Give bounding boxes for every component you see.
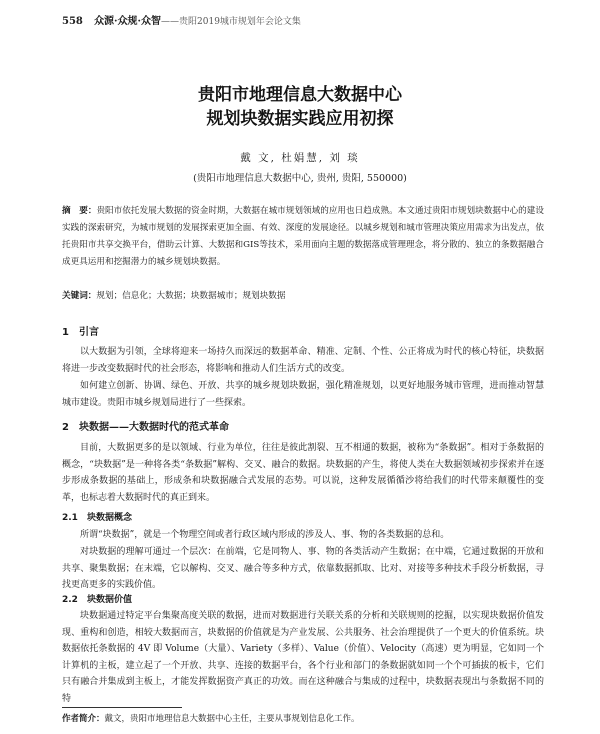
footnote-text: 戴文，贵阳市地理信息大数据中心主任，主要从事规划信息化工作。 bbox=[104, 714, 360, 724]
affiliation: (贵阳市地理信息大数据中心, 贵州, 贵阳, 550000) bbox=[193, 173, 407, 184]
section-2-1-paragraph-1: 所谓“块数据”，就是一个物理空间或者行政区域内形成的涉及人、事、物的各类数据的总和。 bbox=[80, 530, 450, 540]
section-1-paragraph-1: 以大数据为引领，全球将迎来一场持久而深远的数据革命、精准、定制、个性、公正将成为时代的核心特征，块数据将进一步改变数据时代的社会形态，将影响和推动人们生活方式的改变。 bbox=[62, 347, 544, 374]
page-number: 558 bbox=[62, 16, 83, 27]
section-2-1-heading: 2.1 块数据概念 bbox=[62, 513, 132, 523]
section-2-2-paragraph-1: 块数据通过特定平台集聚高度关联的数据，进而对数据进行关联关系的分析和关联规则的挖掘，以实现块数据价值发现、重构和创造，相较大数据而言，块数据的价值就是为产业发展、公共服务、社会治理提供了一个更大的价值系统。块数据依托条数据的 4V 即 Volume（大量）、Variety（多样）、Value（价值）、Velocity（高速）更为明显，它如同一个计算机的主板，建立起了一个开放、共享、连接的数据平台，各个行业和部门的条数据就如同一个个可插拔的板卡，它们只有融合并集成到主板上，才能发挥数据资产真正的功效。而在这种融合与集成的过程中，块数据表现出与条数据不同的特 bbox=[62, 611, 544, 704]
authors: 戴 文, 杜娟慧, 刘 琰 bbox=[240, 152, 360, 164]
keywords-text: 规划；信息化；大数据；块数据城市；规划块数据 bbox=[96, 291, 286, 301]
title-line-2: 规划块数据实践应用初探 bbox=[206, 109, 394, 129]
footnote-label: 作者简介： bbox=[62, 714, 105, 724]
abstract bbox=[62, 203, 544, 271]
section-1-paragraph-2: 如何建立创新、协调、绿色、开放、共享的城乡规划块数据，强化精准规划，以更好地服务城市管理，进而推动智慧城市建设。贵阳市城乡规划局进行了一些探索。 bbox=[62, 381, 544, 408]
running-head bbox=[62, 12, 301, 27]
keywords-label: 关键词： bbox=[62, 291, 97, 301]
section-2-2-heading: 2.2 块数据价值 bbox=[62, 595, 132, 605]
abstract-text: 贵阳市依托发展大数据的资金时期，大数据在城市规划领域的应用也日趋成熟。本文通过贵阳市规划块数据中心的建设实践的深索研究，为城市规划的发展探索更加全面、有效、深度的发展途径。以城乡规划和城市管理决策应用需求为出发点，依托贵阳市共享交换平台，借助云计算、大数据和GIS等技术，采用面向主题的数据落成管理理念，将分散的、独立的条数据融合成更具运用和挖掘潜力的城乡规划块数据。 bbox=[62, 206, 544, 267]
conference-name: 众源·众规·众智 bbox=[94, 16, 162, 27]
section-2-paragraph-1: 目前，大数据更多的是以领域、行业为单位，往往是彼此割裂、互不相通的数据，被称为“条数据”。相对于条数据的概念，“块数据”是一种将各类“条数据”解构、交叉、融合的数据。块数据的产生，将使人类在大数据领域初步探索并在逐步形成条数据的基础上，形成条和块数据融合式发展的态势。可以说，这种发展循循沙将给我们的时代带来颠覆性的变革，也标志着大数据时代的真正到来。 bbox=[62, 443, 544, 503]
title-line-1: 贵阳市地理信息大数据中心 bbox=[198, 85, 402, 105]
abstract-label: 摘 要： bbox=[62, 206, 97, 216]
section-2-heading: 2 块数据——大数据时代的范式革命 bbox=[62, 422, 229, 433]
keywords bbox=[62, 289, 544, 301]
footnote bbox=[62, 712, 360, 724]
footnote-rule bbox=[62, 707, 182, 708]
book-title: ——贵阳2019城市规划年会论文集 bbox=[161, 17, 301, 27]
section-2-1-paragraph-2: 对块数据的理解可通过一个层次：在前端，它是同物人、事、物的各类活动产生数据；在中端，它通过数据的开放和共享、聚集数据；在末端，它以解构、交叉、融合等多种方式，依靠数据抓取、比对、对接等多种技术手段分析数据，寻找更高更多的实践价值。 bbox=[62, 547, 544, 590]
section-1-heading: 1 引言 bbox=[62, 327, 99, 338]
